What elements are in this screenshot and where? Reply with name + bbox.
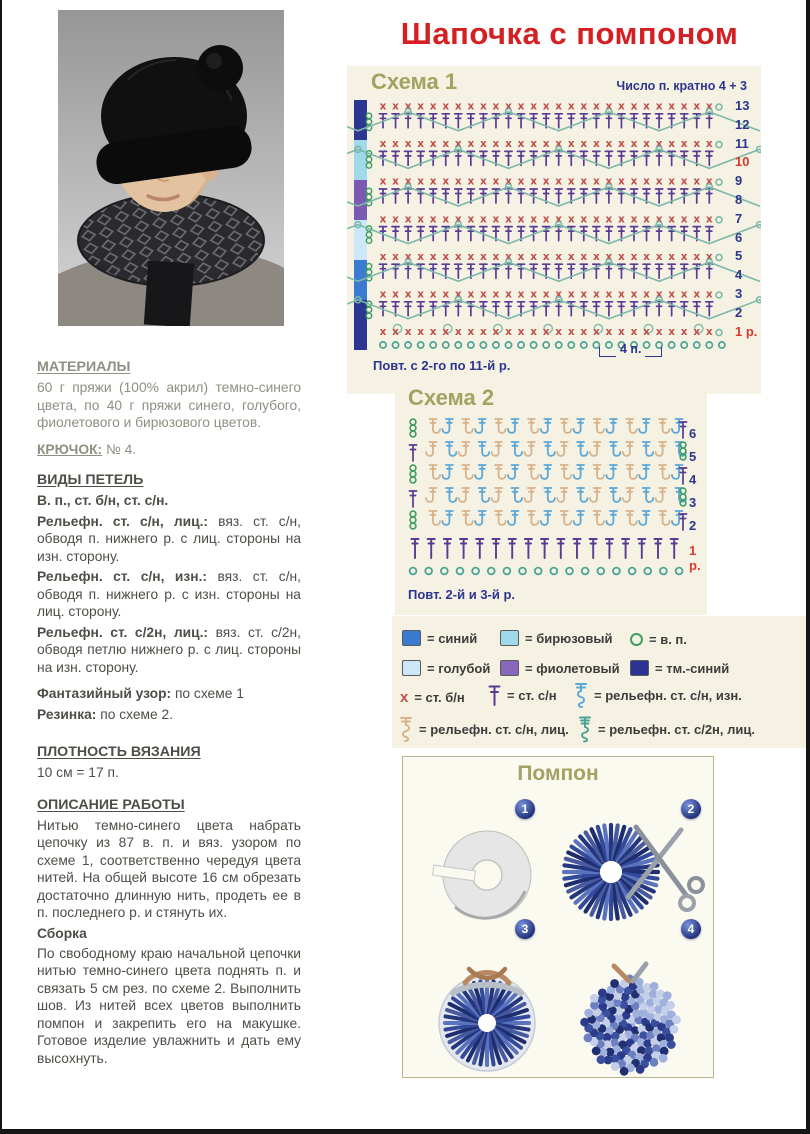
svg-text:x: x (517, 326, 525, 339)
schema1-note: Число п. кратно 4 + 3 (616, 79, 747, 93)
svg-text:x: x (555, 250, 563, 263)
svg-text:x: x (442, 250, 450, 263)
svg-text:x: x (530, 288, 537, 301)
svg-text:x: x (680, 250, 688, 263)
legend-item (500, 660, 620, 676)
legend-item (574, 682, 742, 709)
svg-text:x: x (618, 326, 625, 339)
svg-text:x: x (417, 138, 425, 151)
svg-text:x: x (454, 326, 462, 339)
row-number: 4 (735, 267, 743, 283)
svg-text:x: x (492, 213, 500, 226)
row-number: 3 (689, 495, 697, 510)
svg-text:x: x (404, 213, 412, 226)
svg-text:x: x (555, 100, 563, 113)
stitch-basic-line: В. п., ст. б/н, ст. с/н. (37, 493, 169, 509)
svg-text:x: x (705, 175, 713, 188)
svg-text:x: x (655, 213, 663, 226)
svg-text:x: x (404, 100, 412, 113)
svg-text:x: x (555, 175, 563, 188)
legend-item (488, 684, 557, 706)
svg-text:x: x (454, 175, 462, 188)
svg-text:x: x (618, 175, 625, 188)
svg-text:x: x (693, 326, 701, 339)
row-number: 11 (735, 135, 749, 151)
svg-text:x: x (467, 288, 475, 301)
svg-text:x: x (605, 326, 613, 339)
schema2-heading: Схема 2 (408, 385, 495, 410)
svg-text:x: x (630, 326, 638, 339)
svg-text:x: x (580, 250, 588, 263)
chain-stitch-icon (630, 633, 643, 646)
step-badge-4: 4 (681, 919, 701, 939)
svg-text:x: x (618, 213, 625, 226)
svg-text:x: x (530, 175, 537, 188)
svg-text:x: x (705, 250, 713, 263)
legend-item (399, 716, 569, 743)
svg-text:x: x (542, 100, 550, 113)
svg-text:x: x (429, 250, 437, 263)
svg-text:x: x (693, 175, 701, 188)
row-number: 12 (735, 116, 750, 132)
svg-text:x: x (555, 138, 563, 151)
svg-text:x: x (454, 100, 462, 113)
svg-text:x: x (680, 100, 688, 113)
svg-text:x: x (467, 138, 475, 151)
svg-text:x: x (429, 213, 437, 226)
svg-text:x: x (605, 288, 613, 301)
model-photo-graphic (58, 10, 284, 326)
svg-text:x: x (643, 213, 650, 226)
svg-text:x: x (480, 326, 487, 339)
schema2-footer: Повт. 2-й и 3-й р. (408, 587, 516, 602)
hook-line (37, 441, 301, 459)
svg-text:x: x (643, 288, 650, 301)
svg-text:x: x (392, 213, 399, 226)
pattern1-line: Фантазийный узор: по схеме 1 (37, 686, 244, 702)
svg-text:x: x (454, 250, 462, 263)
svg-text:x: x (442, 138, 450, 151)
svg-text:x: x (592, 175, 600, 188)
svg-text:x: x (417, 288, 425, 301)
svg-text:x: x (705, 288, 713, 301)
svg-text:x: x (492, 100, 500, 113)
legend-label: = голубой (427, 660, 491, 676)
svg-text:x: x (668, 326, 676, 339)
svg-text:x: x (492, 326, 500, 339)
svg-text:x: x (392, 175, 399, 188)
svg-text:x: x (517, 250, 525, 263)
svg-text:x: x (655, 138, 663, 151)
svg-text:x: x (417, 213, 425, 226)
row-number: 5 (689, 449, 697, 464)
svg-text:x: x (668, 175, 676, 188)
svg-text:x: x (505, 250, 512, 263)
svg-text:x: x (505, 138, 512, 151)
svg-text:x: x (668, 288, 676, 301)
svg-text:x: x (592, 138, 600, 151)
svg-text:x: x (680, 326, 688, 339)
row-number: 4 (689, 472, 697, 487)
color-swatch-turquoise (500, 630, 519, 646)
schema1-repeat-label: 4 п. (620, 342, 642, 356)
svg-text:x: x (404, 288, 412, 301)
svg-text:x: x (480, 213, 487, 226)
svg-text:x: x (417, 326, 425, 339)
svg-text:x: x (555, 326, 563, 339)
svg-text:x: x (618, 138, 625, 151)
svg-text:x: x (705, 326, 713, 339)
step-badge-1: 1 (515, 799, 535, 819)
row-number: 13 (735, 98, 750, 113)
legend-label: = бирюзовый (525, 630, 613, 646)
legend-label: = рельефн. ст. с/н, изн. (594, 688, 742, 703)
description-para: Нитью темно-синего цвета набрать цепочку из 87 в. п. и вяз. узором по схеме 1, соответственно чередуя цвета нитей. На общей высоте 16 см обрезать достаточно длинную нить, продеть ее в п. последнего р. и стянуть их. (37, 817, 301, 921)
color-swatch-violet (500, 660, 519, 676)
svg-text:x: x (505, 288, 512, 301)
svg-text:x: x (605, 100, 613, 113)
hook-value: № 4. (105, 441, 137, 457)
row-number: 6 (735, 229, 743, 245)
gauge-heading: ПЛОТНОСТЬ ВЯЗАНИЯ (37, 744, 201, 761)
svg-text:x: x (567, 213, 575, 226)
double-crochet-icon (488, 684, 501, 706)
svg-text:x: x (567, 175, 575, 188)
schema1-heading: Схема 1 (371, 69, 458, 94)
row-number: 10 (735, 154, 750, 170)
svg-text:x: x (505, 100, 512, 113)
page-title: Шапочка с помпоном (400, 16, 739, 51)
svg-text:x: x (580, 326, 588, 339)
stitch-item: Рельефн. ст. с/н, изн.: вяз. ст. с/н, обводя п. нижнего р. с изн. стороны на лиц. сторону. (37, 569, 301, 620)
legend-item (630, 632, 687, 647)
svg-text:x: x (417, 100, 425, 113)
row-number: 9 (735, 173, 743, 189)
svg-text:x: x (379, 100, 387, 113)
svg-text:x: x (605, 250, 613, 263)
svg-text:x: x (379, 288, 387, 301)
color-swatch-lightblue (402, 660, 421, 676)
legend-item (630, 660, 729, 676)
row-number: 8 (735, 192, 743, 207)
svg-text:x: x (480, 175, 487, 188)
svg-text:x: x (542, 138, 550, 151)
model-photo (58, 10, 284, 326)
svg-text:x: x (693, 250, 701, 263)
svg-text:x: x (392, 100, 399, 113)
materials-text: 60 г пряжи (100% акрил) темно-синего цвета, по 40 г пряжи синего, голубого, фиолетового и бирюзового цветов. (37, 380, 301, 431)
svg-text:x: x (429, 100, 437, 113)
svg-text:x: x (618, 288, 625, 301)
svg-text:x: x (467, 326, 475, 339)
stitch-types-heading: ВИДЫ ПЕТЕЛЬ (37, 472, 144, 489)
svg-text:x: x (379, 213, 387, 226)
pompom-panel (402, 756, 714, 1078)
svg-text:x: x (404, 326, 412, 339)
step-badge-3: 3 (515, 919, 535, 939)
svg-text:x: x (442, 100, 450, 113)
svg-text:x: x (392, 326, 399, 339)
svg-text:x: x (492, 175, 500, 188)
svg-text:x: x (417, 250, 425, 263)
svg-text:x: x (680, 138, 688, 151)
pompom-heading: Помпон (517, 762, 599, 785)
assembly-heading: Сборка (37, 925, 87, 941)
pompom-illustrations (403, 757, 715, 1084)
svg-text:x: x (467, 100, 475, 113)
svg-text:x: x (592, 213, 600, 226)
svg-text:x: x (392, 138, 399, 151)
schema1-footer: Повт. с 2-го по 11-й р. (373, 358, 511, 373)
row-number: 1 р. (689, 543, 701, 573)
svg-text:x: x (417, 175, 425, 188)
svg-text:x: x (542, 175, 550, 188)
svg-text:x: x (505, 213, 512, 226)
color-swatch-blue (402, 630, 421, 646)
row-number: 3 (735, 286, 743, 301)
svg-text:x: x (454, 138, 462, 151)
relief-front-tr-icon (578, 716, 592, 743)
svg-text:x: x (555, 288, 563, 301)
svg-text:x: x (592, 326, 600, 339)
materials-heading: МАТЕРИАЛЫ (37, 359, 131, 375)
legend-panel (392, 616, 810, 748)
svg-text:x: x (492, 250, 500, 263)
svg-text:x: x (517, 138, 525, 151)
svg-text:x: x (467, 175, 475, 188)
svg-text:x: x (429, 326, 437, 339)
svg-text:x: x (555, 213, 563, 226)
legend-item (500, 630, 612, 646)
svg-text:x: x (605, 213, 613, 226)
svg-text:x: x (655, 250, 663, 263)
svg-text:x: x (643, 326, 650, 339)
svg-text:x: x (542, 288, 550, 301)
svg-text:x: x (630, 288, 638, 301)
instructions-column (37, 358, 301, 1070)
svg-text:x: x (505, 175, 512, 188)
svg-text:x: x (567, 250, 575, 263)
svg-text:x: x (442, 175, 450, 188)
row-number: 5 (735, 248, 743, 264)
svg-text:x: x (542, 213, 550, 226)
svg-text:x: x (567, 100, 575, 113)
svg-text:x: x (392, 288, 399, 301)
svg-text:x: x (442, 326, 450, 339)
svg-text:x: x (655, 326, 663, 339)
svg-text:x: x (404, 138, 412, 151)
stitch-item: Рельефн. ст. с/2н, лиц.: вяз. ст. с/2н, обводя петлю нижнего р. с лиц. стороны на изн. сторону. (37, 624, 301, 675)
svg-text:x: x (580, 138, 588, 151)
legend-label: = ст. б/н (414, 690, 465, 705)
svg-text:x: x (705, 100, 713, 113)
legend-label: = синий (427, 630, 478, 646)
svg-text:x: x (379, 175, 387, 188)
hook-heading: КРЮЧОК: (37, 441, 103, 457)
legend-item (402, 660, 490, 676)
svg-text:x: x (643, 100, 650, 113)
svg-text:x: x (480, 250, 487, 263)
svg-text:x: x (480, 288, 487, 301)
svg-text:x: x (530, 213, 537, 226)
svg-text:x: x (618, 250, 625, 263)
svg-text:x: x (542, 250, 550, 263)
legend-label: = фиолетовый (525, 660, 620, 676)
svg-text:x: x (693, 213, 701, 226)
color-swatch-darkblue (630, 660, 649, 676)
svg-text:x: x (580, 100, 588, 113)
schema1-repeat-bracket (599, 342, 662, 357)
svg-text:x: x (643, 138, 650, 151)
svg-text:x: x (567, 326, 575, 339)
svg-text:x: x (580, 288, 588, 301)
svg-text:x: x (605, 138, 613, 151)
svg-text:x: x (442, 213, 450, 226)
svg-text:x: x (379, 326, 387, 339)
legend-label: = в. п. (649, 632, 687, 647)
schema2-chart (395, 383, 707, 620)
svg-text:x: x (517, 213, 525, 226)
svg-text:x: x (592, 100, 600, 113)
gauge-value: 10 см = 17 п. (37, 765, 119, 781)
svg-text:x: x (655, 175, 663, 188)
stitch-item: Рельефн. ст. с/н, лиц.: вяз. ст. с/н, обводя п. нижнего р. с лиц. стороны на изн. сторону. (37, 513, 301, 564)
svg-text:x: x (630, 100, 638, 113)
svg-text:x: x (492, 138, 500, 151)
schema1-panel (347, 66, 761, 394)
svg-text:x: x (542, 326, 550, 339)
svg-text:x: x (668, 138, 676, 151)
svg-text:x: x (429, 138, 437, 151)
schema1-chart (347, 66, 761, 399)
svg-text:x: x (580, 213, 588, 226)
svg-text:x: x (630, 213, 638, 226)
legend-label: = ст. с/н (507, 687, 557, 703)
svg-text:x: x (429, 288, 437, 301)
row-number: 2 (735, 304, 743, 320)
svg-text:x: x (680, 175, 688, 188)
pattern2-line: Резинка: по схеме 2. (37, 706, 174, 722)
relief-front-icon (399, 716, 413, 743)
bracket-left (599, 347, 616, 357)
svg-text:x: x (530, 326, 537, 339)
svg-text:x: x (480, 100, 487, 113)
description-heading: ОПИСАНИЕ РАБОТЫ (37, 796, 185, 813)
svg-text:x: x (668, 250, 676, 263)
svg-text:x: x (467, 250, 475, 263)
svg-text:x: x (592, 288, 600, 301)
single-crochet-icon: x (400, 688, 409, 706)
svg-text:x: x (404, 250, 412, 263)
svg-text:x: x (517, 100, 525, 113)
svg-text:x: x (530, 138, 537, 151)
svg-text:x: x (680, 213, 688, 226)
svg-text:x: x (668, 100, 676, 113)
svg-text:x: x (442, 288, 450, 301)
row-number: 7 (735, 210, 743, 226)
relief-back-icon (574, 682, 588, 709)
svg-text:x: x (693, 100, 701, 113)
svg-text:x: x (618, 100, 625, 113)
svg-text:x: x (705, 213, 713, 226)
legend-item (402, 630, 477, 646)
step-badge-2: 2 (681, 799, 701, 819)
svg-text:x: x (454, 288, 462, 301)
svg-text:x: x (592, 250, 600, 263)
row-number: 1 р. (735, 323, 758, 339)
svg-text:x: x (567, 138, 575, 151)
svg-text:x: x (630, 138, 638, 151)
schema2-panel (395, 383, 707, 615)
svg-text:x: x (580, 175, 588, 188)
svg-text:x: x (605, 175, 613, 188)
svg-text:x: x (705, 138, 713, 151)
svg-text:x: x (392, 250, 399, 263)
svg-text:x: x (630, 250, 638, 263)
svg-text:x: x (454, 213, 462, 226)
svg-text:x: x (480, 138, 487, 151)
svg-text:x: x (404, 175, 412, 188)
svg-text:x: x (505, 326, 512, 339)
svg-text:x: x (517, 175, 525, 188)
svg-text:x: x (467, 213, 475, 226)
svg-text:x: x (429, 175, 437, 188)
svg-text:x: x (693, 288, 701, 301)
svg-text:x: x (630, 175, 638, 188)
svg-text:x: x (492, 288, 500, 301)
legend-item (400, 690, 465, 705)
row-number: 6 (689, 426, 697, 441)
svg-text:x: x (643, 250, 650, 263)
svg-text:x: x (517, 288, 525, 301)
row-number: 2 (689, 518, 697, 533)
svg-text:x: x (530, 100, 537, 113)
bracket-right (645, 347, 662, 357)
svg-text:x: x (668, 213, 676, 226)
svg-text:x: x (379, 138, 387, 151)
svg-text:x: x (530, 250, 537, 263)
legend-item (578, 716, 755, 743)
svg-text:x: x (379, 250, 387, 263)
svg-text:x: x (655, 100, 663, 113)
legend-label: = рельефн. ст. с/н, лиц. (419, 722, 569, 737)
svg-text:x: x (655, 288, 663, 301)
assembly-para: По свободному краю начальной цепочки нитью темно-синего цвета поднять п. и связать 5 см рез. по схеме 2. Выполнить шов. Из нитей всех цветов выполнить помпон и закрепить его на макушке. Готовое изделие увлажнить и дать ему высохнуть. (37, 945, 301, 1066)
svg-text:x: x (680, 288, 688, 301)
svg-text:x: x (643, 175, 650, 188)
svg-text:x: x (567, 288, 575, 301)
svg-text:x: x (693, 138, 701, 151)
legend-label: = рельефн. ст. с/2н, лиц. (598, 722, 755, 737)
legend-label: = тм.-синий (655, 660, 730, 676)
